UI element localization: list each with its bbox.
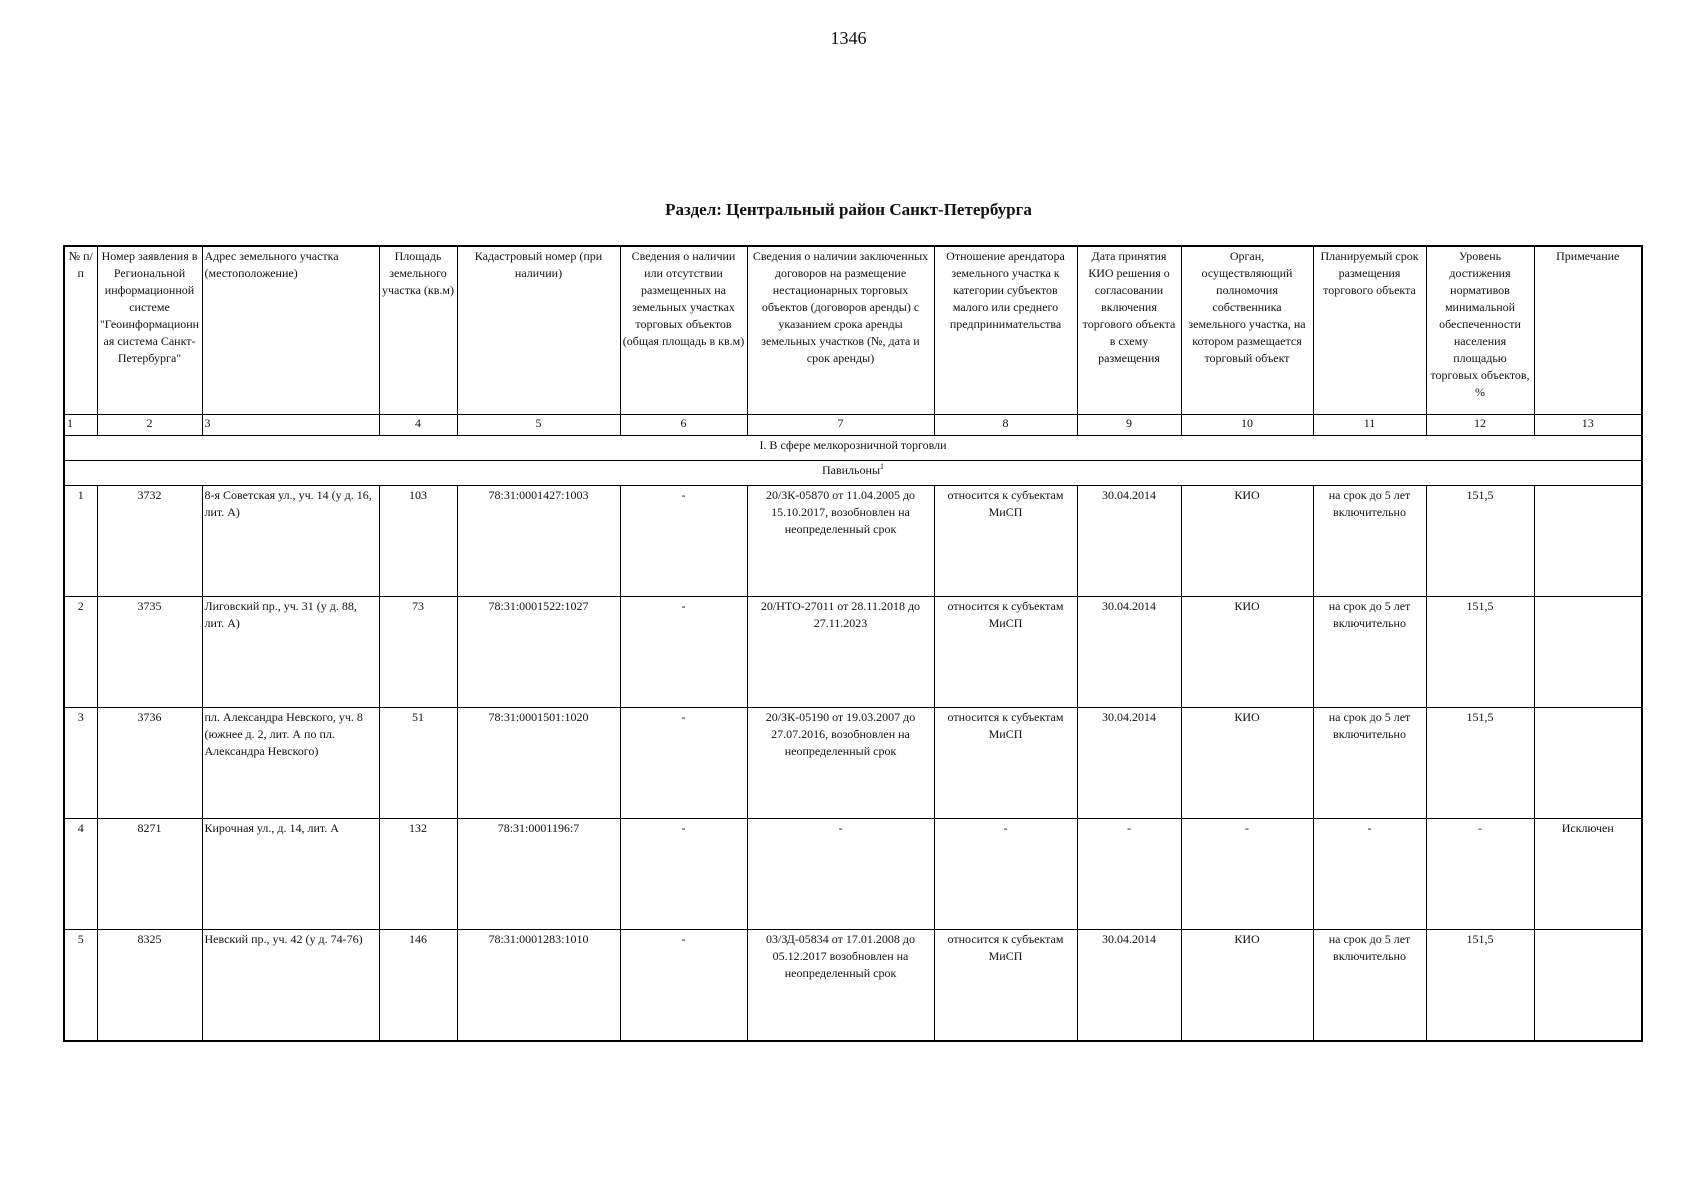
application-number: 3735 [97, 596, 202, 707]
column-header: Примечание [1534, 246, 1642, 414]
placed-objects: - [620, 596, 747, 707]
owner-authority: КИО [1181, 707, 1313, 818]
table-row [64, 818, 1642, 929]
address: пл. Александра Невского, уч. 8 (южнее д. 2, лит. А по пл. Александра Невского) [202, 707, 379, 818]
land-area: 146 [379, 929, 457, 1041]
column-number: 13 [1534, 414, 1642, 435]
placement-term: на срок до 5 лет включительно [1313, 485, 1426, 596]
column-header: Отношение арендатора земельного участка к категории субъектов малого или среднего предпринимательства [934, 246, 1077, 414]
lease-contracts: 03/ЗД-05834 от 17.01.2008 до 05.12.2017 возобновлен на неопределенный срок [747, 929, 934, 1041]
category-row [64, 435, 1642, 460]
norm-level: 151,5 [1426, 596, 1534, 707]
column-header: Адрес земельного участка (местоположение) [202, 246, 379, 414]
address: Лиговский пр., уч. 31 (у д. 88, лит. А) [202, 596, 379, 707]
norm-level: 151,5 [1426, 485, 1534, 596]
column-header: Номер заявления в Региональной информационной системе "Геоинформационная система Санкт-Петербурга" [97, 246, 202, 414]
placed-objects: - [620, 818, 747, 929]
application-number: 8271 [97, 818, 202, 929]
lease-contracts: 20/ЗК-05870 от 11.04.2005 до 15.10.2017, возобновлен на неопределенный срок [747, 485, 934, 596]
placement-term: на срок до 5 лет включительно [1313, 596, 1426, 707]
application-number: 3736 [97, 707, 202, 818]
sme-status: относится к субъектам МиСП [934, 707, 1077, 818]
column-header: Кадастровый номер (при наличии) [457, 246, 620, 414]
placement-term: - [1313, 818, 1426, 929]
column-header: Орган, осуществляющий полномочия собственника земельного участка, на котором размещается торговый объект [1181, 246, 1313, 414]
approval-date: 30.04.2014 [1077, 929, 1181, 1041]
table-row [64, 485, 1642, 596]
owner-authority: КИО [1181, 485, 1313, 596]
column-header: Сведения о наличии заключенных договоров на размещение нестационарных торговых объектов (договоров аренды) с указанием срока аренды земельных участков (№, дата и срок аренды) [747, 246, 934, 414]
category-label: I. В сфере мелкорозничной торговли [64, 435, 1642, 460]
table-row [64, 929, 1642, 1041]
column-number-row [64, 414, 1642, 435]
column-header: Планируемый срок размещения торгового объекта [1313, 246, 1426, 414]
column-header: Сведения о наличии или отсутствии размещенных на земельных участках торговых объектов (общая площадь в кв.м) [620, 246, 747, 414]
column-header: Уровень достижения нормативов минимальной обеспеченности населения площадью торговых объектов, % [1426, 246, 1534, 414]
sme-status: - [934, 818, 1077, 929]
column-header: № п/п [64, 246, 97, 414]
table-row [64, 707, 1642, 818]
lease-contracts: 20/ЗК-05190 от 19.03.2007 до 27.07.2016, возобновлен на неопределенный срок [747, 707, 934, 818]
column-number: 3 [202, 414, 379, 435]
row-number: 3 [64, 707, 97, 818]
column-number: 4 [379, 414, 457, 435]
column-number: 5 [457, 414, 620, 435]
land-area: 73 [379, 596, 457, 707]
column-number: 9 [1077, 414, 1181, 435]
sme-status: относится к субъектам МиСП [934, 929, 1077, 1041]
approval-date: 30.04.2014 [1077, 596, 1181, 707]
owner-authority: КИО [1181, 929, 1313, 1041]
cadastral-number: 78:31:0001283:1010 [457, 929, 620, 1041]
note [1534, 929, 1642, 1041]
lease-contracts: 20/НТО-27011 от 28.11.2018 до 27.11.2023 [747, 596, 934, 707]
subcategory-cell [64, 460, 1642, 485]
norm-level: - [1426, 818, 1534, 929]
cadastral-number: 78:31:0001196:7 [457, 818, 620, 929]
application-number: 8325 [97, 929, 202, 1041]
row-number: 4 [64, 818, 97, 929]
approval-date: 30.04.2014 [1077, 707, 1181, 818]
footnote-marker: 1 [880, 461, 885, 471]
norm-level: 151,5 [1426, 929, 1534, 1041]
column-number: 12 [1426, 414, 1534, 435]
column-header: Дата принятия КИО решения о согласовании включения торгового объекта в схему размещения [1077, 246, 1181, 414]
subcategory-label: Павильоны [821, 462, 881, 477]
table-header-row [64, 246, 1642, 414]
approval-date: - [1077, 818, 1181, 929]
placement-term: на срок до 5 лет включительно [1313, 707, 1426, 818]
column-number: 10 [1181, 414, 1313, 435]
note [1534, 596, 1642, 707]
owner-authority: - [1181, 818, 1313, 929]
row-number: 2 [64, 596, 97, 707]
sme-status: относится к субъектам МиСП [934, 596, 1077, 707]
table-row [64, 596, 1642, 707]
cadastral-number: 78:31:0001522:1027 [457, 596, 620, 707]
subcategory-row [64, 460, 1642, 485]
note [1534, 707, 1642, 818]
address: Кирочная ул., д. 14, лит. А [202, 818, 379, 929]
placed-objects: - [620, 707, 747, 818]
column-number: 11 [1313, 414, 1426, 435]
application-number: 3732 [97, 485, 202, 596]
owner-authority: КИО [1181, 596, 1313, 707]
section-title: Раздел: Центральный район Санкт-Петербурга [665, 200, 1032, 219]
note: Исключен [1534, 818, 1642, 929]
row-number: 5 [64, 929, 97, 1041]
placed-objects: - [620, 929, 747, 1041]
land-area: 51 [379, 707, 457, 818]
registry-table [63, 245, 1643, 1042]
address: Невский пр., уч. 42 (у д. 74-76) [202, 929, 379, 1041]
land-area: 132 [379, 818, 457, 929]
norm-level: 151,5 [1426, 707, 1534, 818]
lease-contracts: - [747, 818, 934, 929]
sme-status: относится к субъектам МиСП [934, 485, 1077, 596]
cadastral-number: 78:31:0001427:1003 [457, 485, 620, 596]
column-number: 1 [64, 414, 97, 435]
placed-objects: - [620, 485, 747, 596]
column-number: 7 [747, 414, 934, 435]
column-header: Площадь земельного участка (кв.м) [379, 246, 457, 414]
column-number: 8 [934, 414, 1077, 435]
placement-term: на срок до 5 лет включительно [1313, 929, 1426, 1041]
page-number: 1346 [830, 28, 867, 48]
cadastral-number: 78:31:0001501:1020 [457, 707, 620, 818]
column-number: 6 [620, 414, 747, 435]
approval-date: 30.04.2014 [1077, 485, 1181, 596]
column-number: 2 [97, 414, 202, 435]
note [1534, 485, 1642, 596]
address: 8-я Советская ул., уч. 14 (у д. 16, лит. А) [202, 485, 379, 596]
land-area: 103 [379, 485, 457, 596]
row-number: 1 [64, 485, 97, 596]
